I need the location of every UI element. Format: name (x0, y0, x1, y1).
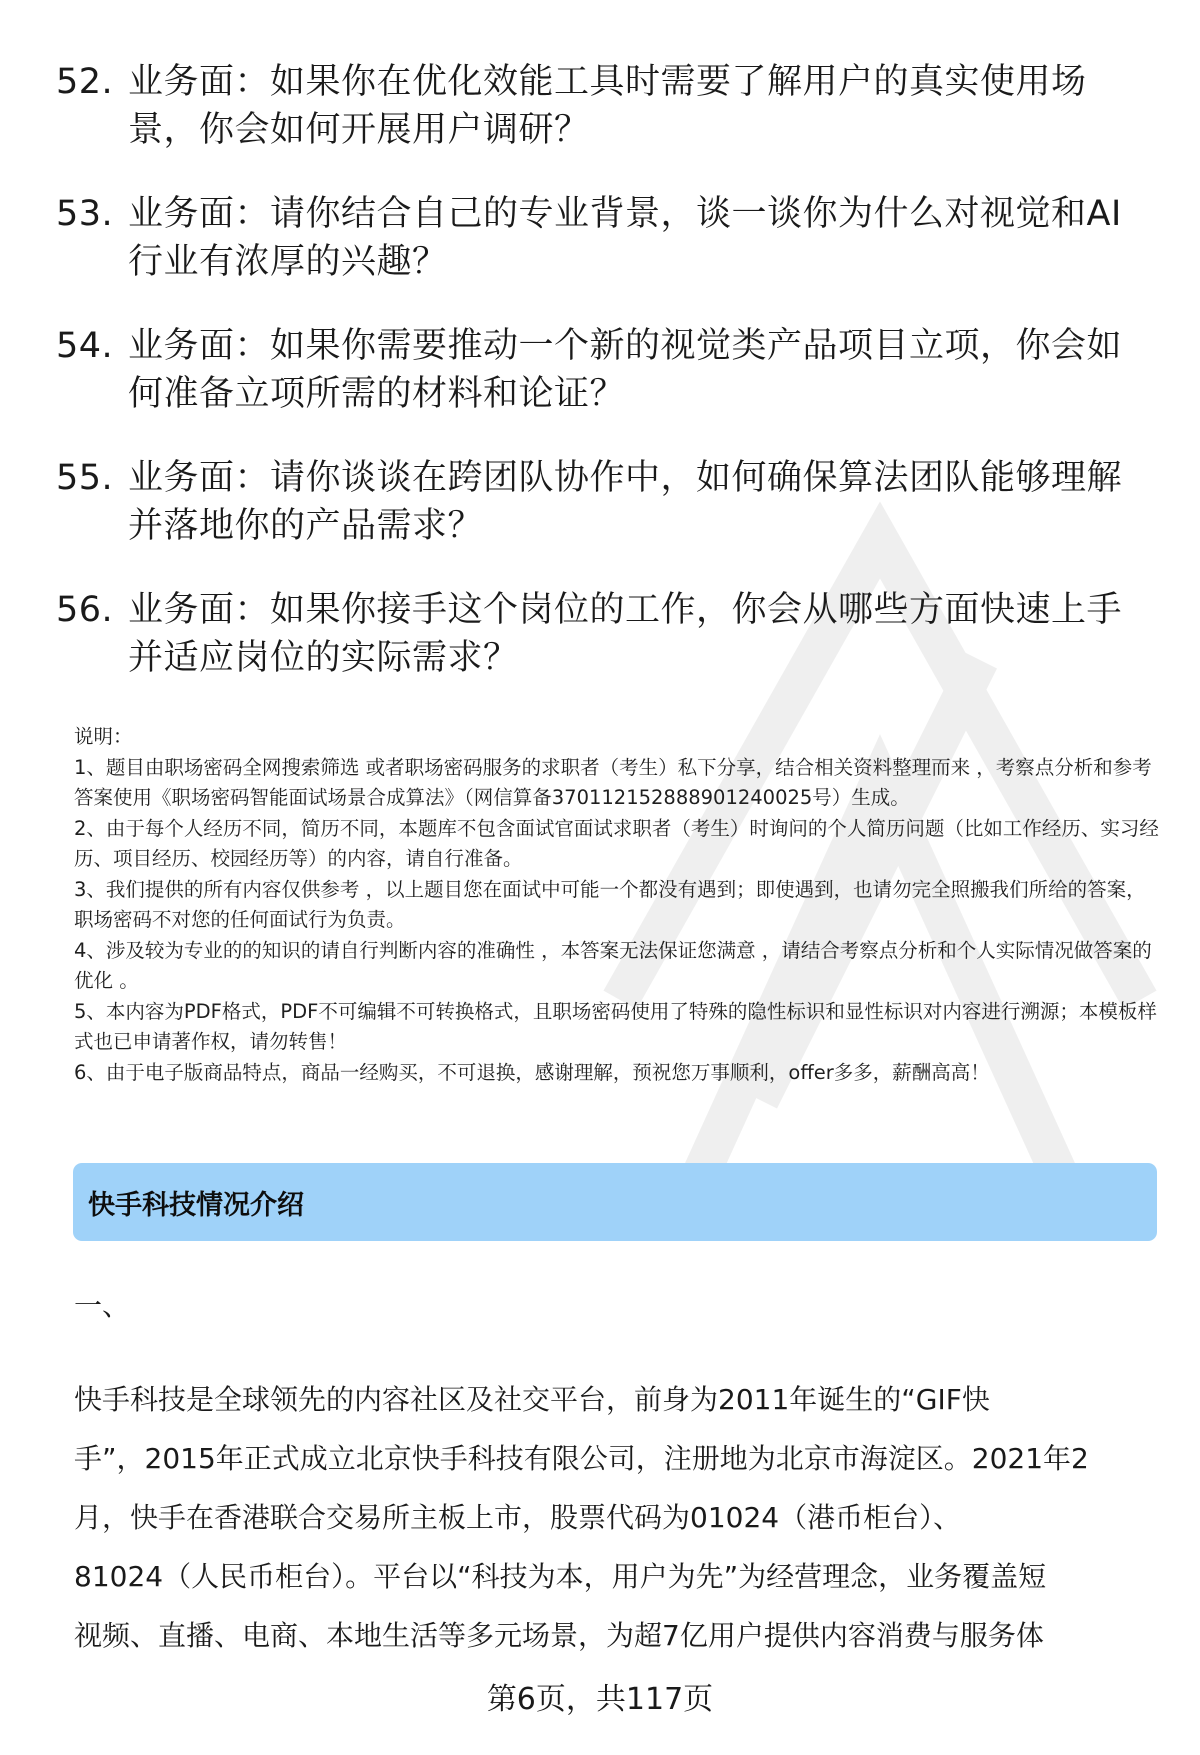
question-number: 55. (56, 458, 114, 498)
question-text: 业务面：如果你接手这个岗位的工作，你会从哪些方面快速上手并适应岗位的实际需求？ (128, 590, 1123, 678)
question-item (56, 586, 1146, 682)
note-item: 1、题目由职场密码全网搜索筛选 或者职场密码服务的求职者（考生）私下分享，结合相关资料整理而来 ，考察点分析和参考答案使用《职场密码智能面试场景合成算法》（网信算备370112152888901240025号）生成。 (74, 755, 1152, 809)
note-item: 5、本内容为PDF格式，PDF不可编辑不可转换格式，且职场密码使用了特殊的隐性标识和显性标识对内容进行溯源；本模板样式也已申请著作权，请勿转售！ (74, 999, 1157, 1053)
note-item: 2、由于每个人经历不同，简历不同，本题库不包含面试官面试求职者（考生）时询问的个人简历问题（比如工作经历、实习经历、项目经历、校园经历等）的内容，请自行准备。 (74, 816, 1159, 870)
intro-line: 81024（人民币柜台）。平台以“科技为本，用户为先”为经营理念，业务覆盖短 (74, 1560, 1047, 1593)
notes-section (74, 722, 1159, 1088)
question-item (56, 58, 1146, 154)
question-number: 56. (56, 590, 114, 630)
intro-line: 手”，2015年正式成立北京快手科技有限公司，注册地为北京市海淀区。2021年2 (74, 1442, 1089, 1475)
question-item (56, 454, 1146, 550)
company-intro (74, 1370, 1164, 1665)
question-item (56, 190, 1146, 286)
page-number: 第6页，共117页 (486, 1682, 714, 1717)
intro-line: 快手科技是全球领先的内容社区及社交平台，前身为2011年诞生的“GIF快 (74, 1383, 990, 1416)
intro-line: 视频、直播、电商、本地生活等多元场景，为超7亿用户提供内容消费与服务体 (74, 1619, 1044, 1652)
question-text: 业务面：请你谈谈在跨团队协作中，如何确保算法团队能够理解并落地你的产品需求？ (128, 458, 1123, 546)
section-header (73, 1163, 1157, 1241)
note-item: 3、我们提供的所有内容仅供参考 ，以上题目您在面试中可能一个都没有遇到；即使遇到，也请勿完全照搬我们所给的答案，职场密码不对您的任何面试行为负责。 (74, 877, 1146, 931)
section-title: 快手科技情况介绍 (88, 1189, 304, 1221)
notes-title: 说明： (74, 725, 133, 748)
question-text: 业务面：如果你在优化效能工具时需要了解用户的真实使用场景，你会如何开展用户调研？ (128, 62, 1087, 150)
question-text: 业务面：请你结合自己的专业背景，谈一谈你为什么对视觉和AI行业有浓厚的兴趣？ (128, 194, 1122, 282)
question-item (56, 322, 1146, 418)
question-number: 53. (56, 194, 114, 234)
note-item: 6、由于电子版商品特点，商品一经购买，不可退换，感谢理解，预祝您万事顺利，offer多多，薪酬高高！ (74, 1060, 990, 1084)
question-number: 52. (56, 62, 114, 102)
note-item: 4、涉及较为专业的的知识的请自行判断内容的准确性 ，本答案无法保证您满意 ，请结合考察点分析和个人实际情况做答案的优化 。 (74, 938, 1152, 992)
question-list (56, 58, 1146, 718)
subsection-marker: 一、 (74, 1289, 131, 1322)
intro-line: 月，快手在香港联合交易所主板上市，股票代码为01024（港币柜台）、 (74, 1501, 962, 1534)
question-number: 54. (56, 326, 114, 366)
question-text: 业务面：如果你需要推动一个新的视觉类产品项目立项，你会如何准备立项所需的材料和论证？ (128, 326, 1123, 414)
